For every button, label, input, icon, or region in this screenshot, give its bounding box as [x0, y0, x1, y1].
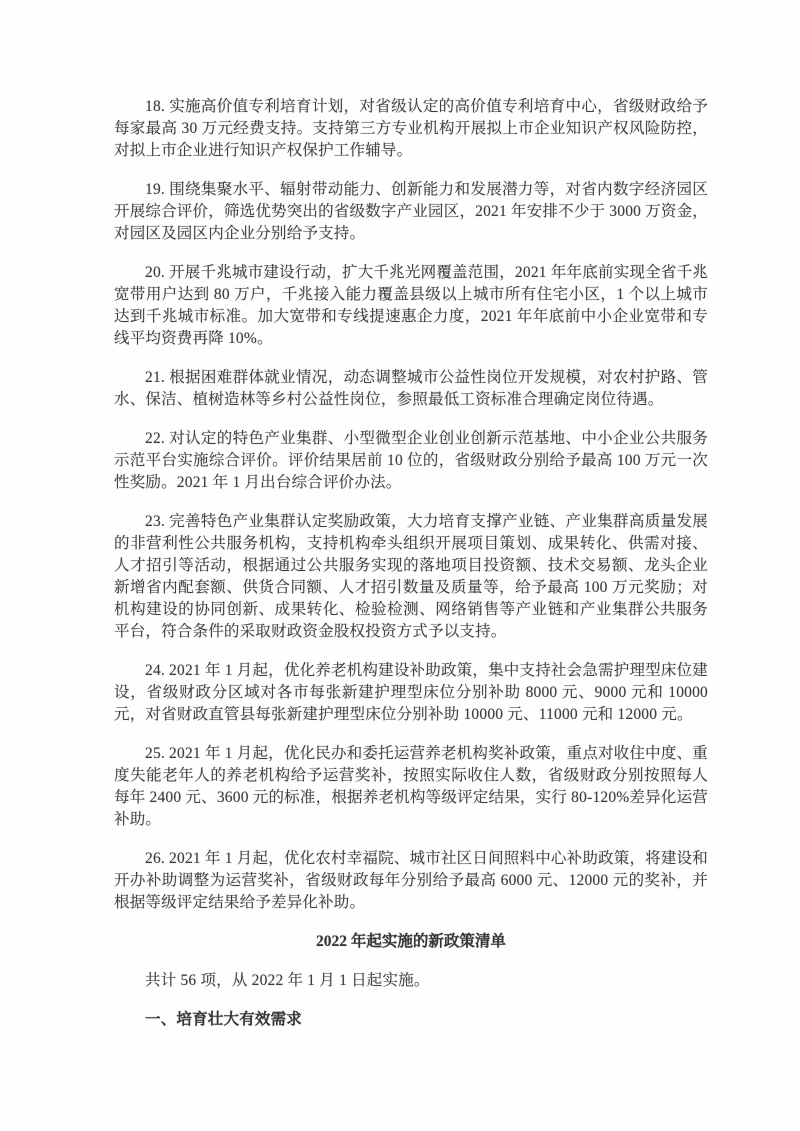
paragraph-22: 22. 对认定的特色产业集群、小型微型企业创业创新示范基地、中小企业公共服务示范平台实施综合评价。评价结果居前 10 位的，省级财政分别给予最高 100 万元一次性奖励。2021 年 1 月出台综合评价办法。: [114, 430, 708, 491]
summary-line: 共计 56 项，从 2022 年 1 月 1 日起实施。: [145, 972, 430, 989]
paragraph-23: 23. 完善特色产业集群认定奖励政策，大力培育支撑产业链、产业集群高质量发展的非营利性公共服务机构，支持机构牵头组织开展项目策划、成果转化、供需对接、人才招引等活动，根据通过公共服务实现的落地项目投资额、技术交易额、龙头企业新增省内配套额、供货合同额、人才招引数量及质量等，给予最高 100 万元奖励；对机构建设的协同创新、成果转化、检验检测、网络销售等产业链和产业集群公共服务平台，符合条件的采取财政资金股权投资方式予以支持。: [114, 513, 708, 640]
paragraph-20: 20. 开展千兆城市建设行动，扩大千兆光网覆盖范围，2021 年年底前实现全省千兆宽带用户达到 80 万户，千兆接入能力覆盖县级以上城市所有住宅小区，1 个以上城市达到千兆城市标准。加大宽带和专线提速惠企力度，2021 年年底前中小企业宽带和专线平均资费再降 10%。: [114, 264, 708, 347]
paragraph-18: 18. 实施高价值专利培育计划，对省级认定的高价值专利培育中心，省级财政给予每家最高 30 万元经费支持。支持第三方专业机构开展拟上市企业知识产权风险防控，对拟上市企业进行知识产权保护工作辅导。: [114, 98, 708, 159]
paragraph-19: 19. 围绕集聚水平、辐射带动能力、创新能力和发展潜力等，对省内数字经济园区开展综合评价，筛选优势突出的省级数字产业园区，2021 年安排不少于 3000 万资金，对园区及园区内企业分别给予支持。: [114, 181, 708, 242]
paragraph-21: 21. 根据困难群体就业情况，动态调整城市公益性岗位开发规模，对农村护路、管水、保洁、植树造林等乡村公益性岗位，参照最低工资标准合理确定岗位待遇。: [114, 369, 708, 408]
paragraph-24: 24. 2021 年 1 月起，优化养老机构建设补助政策，集中支持社会急需护理型床位建设，省级财政分区域对各市每张新建护理型床位分别补助 8000 元、9000 元和 10000 元，对省财政直管县每张新建护理型床位分别补助 10000 元、11000 元和 12000 元。: [114, 662, 708, 723]
subsection-heading: 一、培育壮大有效需求: [145, 1011, 303, 1028]
paragraph-26: 26. 2021 年 1 月起，优化农村幸福院、城市社区日间照料中心补助政策，将建设和开办补助调整为运营奖补，省级财政每年分别给予最高 6000 元、12000 元的奖补，并根据等级评定结果给予差异化补助。: [114, 850, 708, 911]
section-title: 2022 年起实施的新政策清单: [316, 933, 506, 950]
paragraph-25: 25. 2021 年 1 月起，优化民办和委托运营养老机构奖补政策，重点对收住中度、重度失能老年人的养老机构给予运营奖补，按照实际收住人数，省级财政分别按照每人每年 2400 元、3600 元的标准，根据养老机构等级评定结果，实行 80-120%差异化运营补助。: [114, 745, 708, 828]
